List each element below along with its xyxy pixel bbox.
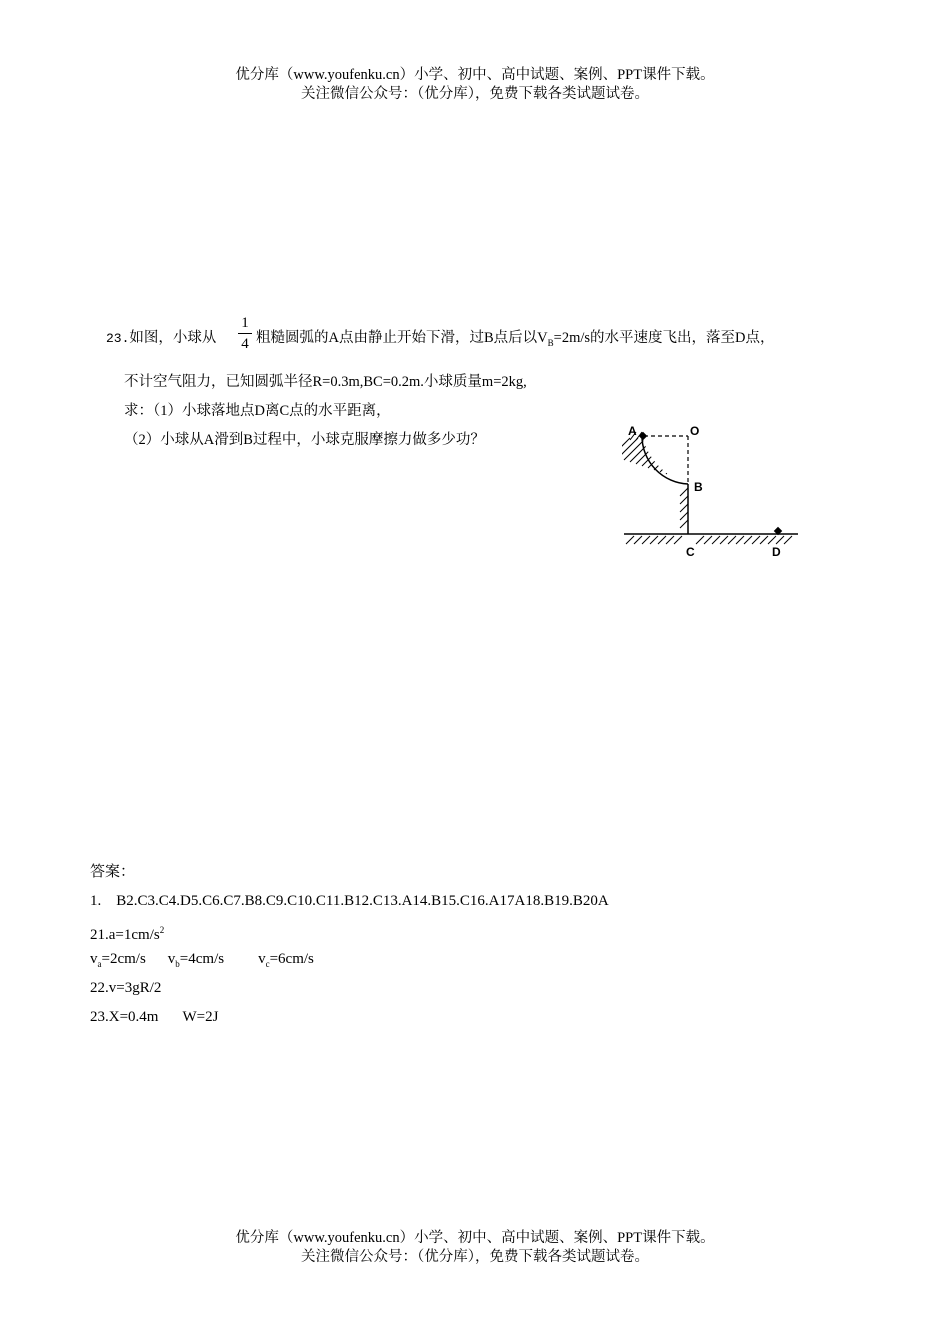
label-c: C: [686, 545, 695, 559]
wall-hatching: [680, 488, 688, 528]
va-value: =2cm/s: [101, 951, 146, 967]
label-d: D: [772, 545, 781, 559]
question-intro-c: =2m/s的水平速度飞出，落至D点，: [553, 330, 775, 346]
vb-subscript: B: [547, 337, 554, 348]
vc-label: v: [258, 951, 266, 967]
answer-velocities: [90, 949, 314, 974]
label-o: O: [690, 424, 700, 438]
vc-sub: c: [265, 959, 270, 969]
question-number: 23.: [106, 331, 130, 346]
answer-23-w: W=2J: [182, 1009, 219, 1025]
answer-22: 22.v=3gR/2: [90, 980, 162, 996]
vb-value: =4cm/s: [179, 951, 225, 967]
va-label: v: [90, 951, 98, 967]
answer-21-sup: 2: [159, 925, 165, 935]
page-header: [0, 66, 950, 104]
label-b: B: [694, 480, 703, 494]
arc-surface: [642, 436, 688, 484]
answer-1-text: B2.C3.C4.D5.C6.C7.B8.C9.C10.C11.B12.C13.A14.B15.C16.A17A18.B19.B20A: [116, 893, 609, 909]
vb-label: v: [167, 951, 176, 967]
quarter-arc-figure: [620, 418, 810, 564]
answers-title: 答案：: [90, 864, 136, 880]
question-intro-a: 如图，小球从: [129, 330, 217, 346]
answer-1: [90, 891, 609, 911]
ground-hatching: [626, 536, 792, 544]
fraction-bar: [238, 333, 252, 334]
fraction-denominator: 4: [241, 336, 249, 352]
quarter-fraction: [238, 314, 252, 353]
ball-at-a: [639, 432, 647, 440]
answer-1-number: 1.: [90, 893, 102, 909]
question-line-1a: [106, 328, 216, 349]
vb-sub: b: [175, 959, 180, 969]
answer-23-x: 23.X=0.4m: [90, 1009, 159, 1025]
page-footer: [0, 1229, 950, 1267]
label-a: A: [628, 424, 637, 438]
question-line-1b: [256, 328, 775, 353]
answer-23: [90, 1007, 218, 1027]
answer-21-text: 21.a=1cm/s: [90, 927, 160, 943]
question-line-4: （2）小球从A滑到B过程中，小球克服摩擦力做多少功？: [124, 432, 485, 448]
fraction-numerator: 1: [241, 315, 249, 331]
arc-hatching: [620, 438, 690, 480]
vc-value: =6cm/s: [269, 951, 314, 967]
va-sub: a: [97, 959, 102, 969]
footer-line-1: 优分库（www.youfenku.cn）小学、初中、高中试题、案例、PPT课件下载。: [235, 1230, 715, 1246]
question-intro-b: 粗糙圆弧的A点由静止开始下滑，过B点后以V: [256, 330, 548, 346]
answer-21: [90, 920, 164, 945]
header-line-2: 关注微信公众号：（优分库），免费下载各类试题试卷。: [301, 86, 649, 102]
question-line-2: 不计空气阻力，已知圆弧半径R=0.3m,BC=0.2m.小球质量m=2kg,: [124, 374, 527, 390]
question-line-3: 求：（1）小球落地点D离C点的水平距离，: [124, 403, 391, 419]
footer-line-2: 关注微信公众号：（优分库），免费下载各类试题试卷。: [301, 1249, 649, 1265]
header-line-1: 优分库（www.youfenku.cn）小学、初中、高中试题、案例、PPT课件下载。: [235, 67, 715, 83]
